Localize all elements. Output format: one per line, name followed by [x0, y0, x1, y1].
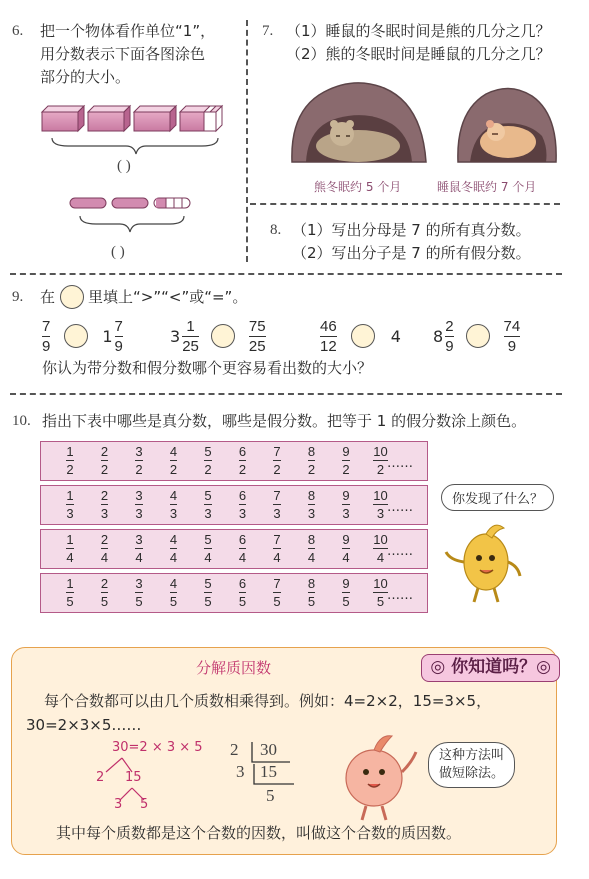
fraction-table-cell[interactable]	[59, 577, 81, 608]
fraction-denominator: 3	[238, 506, 247, 521]
fraction	[239, 533, 246, 564]
fraction-denominator: 5	[376, 594, 385, 609]
short-division-bubble	[428, 742, 515, 788]
fraction	[101, 445, 108, 476]
fraction-denominator: 3	[342, 506, 350, 521]
fraction-table-cell[interactable]	[128, 577, 150, 608]
fraction-denominator: 2	[204, 462, 212, 477]
fraction-numerator: 4	[169, 444, 178, 459]
fraction-denominator: 5	[100, 594, 109, 609]
fraction	[135, 489, 142, 520]
q9-pair-3	[320, 318, 401, 354]
fraction-table-cell[interactable]	[335, 577, 357, 608]
fraction-table-row	[40, 529, 428, 569]
fraction-denominator: 4	[342, 550, 350, 565]
fraction-numerator: 2	[100, 576, 109, 591]
q9-pair4-left-whole: 8	[433, 326, 444, 346]
fraction-numerator: 10	[373, 488, 388, 503]
fraction	[66, 577, 73, 608]
fraction-numerator: 5	[204, 444, 212, 459]
divider-q7-q8	[250, 203, 560, 205]
fraction-denominator: 5	[238, 594, 247, 609]
fraction-denominator: 2	[169, 462, 178, 477]
q9-prompt-b: 里填上“>”“<”或“=”。	[88, 288, 248, 306]
q10-number: 10.	[12, 413, 31, 429]
q9-pair3-left-fraction	[320, 319, 337, 354]
q6-rods-figure	[66, 194, 206, 244]
fraction-table-cell[interactable]	[301, 445, 323, 476]
fraction	[135, 445, 142, 476]
q6-brace-2	[80, 216, 184, 232]
fraction-numerator: 5	[204, 532, 212, 547]
fraction-numerator: 7	[114, 317, 123, 335]
factor-tree-bot-right: 5	[140, 797, 149, 812]
fraction-table-cell[interactable]	[163, 445, 185, 476]
factor-tree-bot-left: 3	[114, 797, 123, 812]
fraction-table-cell[interactable]	[197, 577, 219, 608]
fraction-denominator: 9	[445, 337, 454, 355]
fraction-denominator: 5	[66, 594, 74, 609]
q9-pair3-compare-circle[interactable]	[351, 324, 375, 348]
fraction-table-ellipsis: ……	[387, 456, 413, 471]
fraction-table-cell[interactable]	[163, 577, 185, 608]
q9-pair3-right-whole: 4	[390, 326, 401, 346]
q6-blank-1[interactable]: ( )	[117, 158, 131, 174]
fraction-numerator: 7	[273, 576, 281, 591]
fraction	[273, 489, 280, 520]
fraction-denominator: 12	[320, 337, 337, 355]
fraction	[66, 445, 73, 476]
dormouse-hibernating-image	[452, 76, 562, 168]
fraction-denominator: 3	[376, 506, 385, 521]
q6-brace-1	[52, 138, 218, 154]
fraction-denominator: 3	[273, 506, 281, 521]
fraction-denominator: 4	[273, 550, 281, 565]
fraction-numerator: 7	[273, 488, 281, 503]
fraction-numerator: 75	[248, 317, 266, 335]
fraction-table-cell[interactable]	[94, 445, 116, 476]
short-division	[230, 738, 320, 810]
fraction-denominator: 5	[307, 594, 316, 609]
q7-part2: （2）熊的冬眠时间是睡鼠的几分之几？	[286, 45, 551, 63]
fraction-table-cell[interactable]	[232, 533, 254, 564]
q6-rod-2	[112, 198, 148, 208]
fraction-table-cell[interactable]	[197, 489, 219, 520]
fraction-denominator: 4	[100, 550, 109, 565]
q6-block-2	[88, 106, 130, 131]
fraction-numerator: 4	[169, 532, 178, 547]
fraction-table-cell[interactable]	[301, 577, 323, 608]
fraction-table-cell[interactable]	[128, 445, 150, 476]
fraction-numerator: 5	[204, 488, 212, 503]
fraction-table-cell[interactable]	[232, 489, 254, 520]
fraction	[66, 533, 73, 564]
fraction-table-ellipsis: ……	[387, 500, 413, 515]
short-division-bubble-line1: 这种方法叫	[439, 748, 505, 763]
q9-pair4-compare-circle[interactable]	[466, 324, 490, 348]
fraction-table-cell[interactable]	[94, 533, 116, 564]
q6-blank-2[interactable]: ( )	[111, 244, 125, 260]
fraction	[273, 577, 280, 608]
fraction-denominator: 2	[273, 462, 281, 477]
fraction	[170, 445, 177, 476]
fraction-numerator: 3	[135, 444, 143, 459]
fraction-table-cell[interactable]	[59, 489, 81, 520]
fraction-table-cell[interactable]	[266, 489, 288, 520]
fraction-table-ellipsis: ……	[387, 588, 413, 603]
did-you-know-badge: ◎ 你知道吗？◎	[421, 654, 560, 682]
short-division-lines	[230, 738, 320, 810]
fraction-table-cell[interactable]	[301, 533, 323, 564]
q7-caption-bear: 熊冬眠约 5 个月	[314, 180, 402, 194]
fraction-table-ellipsis: ……	[387, 544, 413, 559]
fraction-table-cell[interactable]	[301, 489, 323, 520]
fraction-numerator: 9	[342, 576, 350, 591]
fraction-numerator: 4	[169, 576, 178, 591]
fraction-denominator: 9	[507, 337, 517, 355]
fraction-table-cell[interactable]	[94, 489, 116, 520]
fraction-denominator: 5	[342, 594, 350, 609]
potato-mascot-image	[438, 516, 528, 606]
fraction	[308, 533, 315, 564]
fraction-table-cell[interactable]	[163, 489, 185, 520]
q9-pair2-left-fraction	[182, 319, 199, 354]
fraction-numerator: 2	[445, 317, 454, 335]
fraction-numerator: 3	[135, 576, 143, 591]
fraction	[170, 489, 177, 520]
fraction-denominator: 3	[307, 506, 316, 521]
fraction-numerator: 1	[186, 317, 195, 335]
fraction-table-cell[interactable]	[59, 533, 81, 564]
info-line2: 30=2×3×5……	[26, 716, 142, 734]
q6-line1: 把一个物体看作单位“1”，	[40, 22, 216, 40]
q9-pair2-compare-circle[interactable]	[211, 324, 235, 348]
fraction-denominator: 4	[135, 550, 143, 565]
q9-pair4-left-fraction	[445, 319, 453, 354]
fraction-table-cell[interactable]	[232, 577, 254, 608]
q10-speech-bubble: 你发现了什么？	[441, 484, 554, 511]
fraction-numerator: 2	[100, 532, 109, 547]
q7-caption-dormouse: 睡鼠冬眠约 7 个月	[437, 180, 537, 194]
fraction-numerator: 4	[169, 488, 178, 503]
fraction-numerator: 7	[273, 532, 281, 547]
fraction	[204, 577, 211, 608]
fraction	[308, 489, 315, 520]
q9-question: 你认为带分数和假分数哪个更容易看出数的大小？	[42, 359, 373, 377]
q6-blocks-figure	[38, 104, 238, 176]
fraction	[273, 533, 280, 564]
fraction-denominator: 2	[66, 462, 74, 477]
q9-pair2-right-fraction	[249, 319, 266, 354]
fraction-numerator: 10	[373, 576, 388, 591]
fraction-numerator: 1	[66, 532, 74, 547]
fraction-table-row	[40, 441, 428, 481]
q9-pair-2	[170, 318, 266, 354]
fraction	[101, 489, 108, 520]
q9-pair1-right-whole: 1	[102, 326, 113, 346]
fraction	[373, 533, 387, 564]
fraction-denominator: 9	[114, 337, 123, 355]
fraction-numerator: 6	[238, 444, 247, 459]
q9-pair1-left-fraction	[42, 319, 50, 354]
fraction-denominator: 4	[238, 550, 247, 565]
q6-block-3	[134, 106, 176, 131]
fraction-table-cell[interactable]	[266, 577, 288, 608]
fraction-denominator: 4	[66, 550, 74, 565]
fraction-table-cell[interactable]	[266, 533, 288, 564]
fraction-numerator: 10	[373, 532, 388, 547]
q10-prompt: 指出下表中哪些是真分数，哪些是假分数。把等于 1 的假分数涂上颜色。	[42, 412, 527, 430]
fraction	[101, 533, 108, 564]
fraction-numerator: 7	[42, 317, 51, 335]
fraction-numerator: 3	[135, 488, 143, 503]
fraction-numerator: 2	[100, 444, 109, 459]
fraction-numerator: 1	[66, 488, 74, 503]
fraction-numerator: 3	[135, 532, 143, 547]
factor-tree	[92, 738, 203, 812]
info-conclusion: 其中每个质数都是这个合数的因数，叫做这个合数的质因数。	[56, 824, 462, 842]
q6-rod-1	[70, 198, 106, 208]
q6-line2: 用分数表示下面各图涂色	[40, 45, 206, 63]
short-division-dividend-1: 30	[260, 740, 277, 759]
fraction	[373, 445, 387, 476]
fraction-table-row	[40, 573, 428, 613]
factor-tree-top: 30=2 × 3 × 5	[112, 740, 203, 755]
fraction	[239, 489, 246, 520]
fraction-numerator: 2	[100, 488, 109, 503]
fraction-table-cell[interactable]	[197, 445, 219, 476]
q8-part1: （1）写出分母是 7 的所有真分数。	[292, 221, 531, 239]
fraction	[273, 445, 280, 476]
fraction	[373, 577, 387, 608]
fraction-numerator: 46	[320, 317, 337, 335]
q6-rod-3-partial	[154, 198, 190, 208]
fraction	[135, 577, 142, 608]
fraction-numerator: 5	[204, 576, 212, 591]
fraction	[308, 445, 315, 476]
short-division-result: 5	[266, 786, 275, 805]
q6-number: 6.	[12, 23, 24, 39]
divider-top-q9	[10, 273, 562, 275]
fraction-denominator: 5	[273, 594, 281, 609]
q9-pair-1	[42, 318, 123, 354]
q9-pair2-left-whole: 3	[170, 326, 181, 346]
fraction-denominator: 2	[100, 462, 109, 477]
fraction	[239, 445, 246, 476]
divider-q6-q7	[246, 20, 248, 262]
fraction-table-cell[interactable]	[232, 445, 254, 476]
fraction	[204, 489, 211, 520]
fraction-table-cell[interactable]	[335, 489, 357, 520]
fraction	[342, 533, 349, 564]
fraction-numerator: 8	[307, 576, 316, 591]
q9-pair-4	[433, 318, 520, 354]
fraction	[170, 533, 177, 564]
peach-mascot-image	[330, 728, 422, 824]
fraction-numerator: 7	[273, 444, 281, 459]
fraction-numerator: 8	[307, 532, 316, 547]
q9-pair1-right-fraction	[115, 319, 123, 354]
fraction-table-cell[interactable]	[335, 445, 357, 476]
fraction-table-cell[interactable]	[128, 533, 150, 564]
q7-number: 7.	[262, 23, 274, 39]
q8-part2: （2）写出分子是 7 的所有假分数。	[292, 244, 531, 262]
q9-number: 9.	[12, 289, 24, 305]
short-division-divisor-1: 2	[230, 740, 239, 759]
q7-part1: （1）睡鼠的冬眠时间是熊的几分之几？	[286, 22, 551, 40]
info-line1: 每个合数都可以由几个质数相乘得到。例如：4=2×2，15=3×5，	[44, 692, 492, 710]
fraction-denominator: 5	[204, 594, 212, 609]
fraction-numerator: 9	[342, 532, 350, 547]
fraction	[373, 489, 387, 520]
fraction	[308, 577, 315, 608]
fraction	[170, 577, 177, 608]
fraction-numerator: 1	[66, 444, 74, 459]
factor-tree-mid-right: 15	[125, 770, 142, 785]
fraction-table-row	[40, 485, 428, 525]
short-division-divisor-2: 3	[236, 762, 245, 781]
divider-q9-q10	[10, 393, 562, 395]
fraction	[135, 533, 142, 564]
fraction-table-cell[interactable]	[335, 533, 357, 564]
q6-line3: 部分的大小。	[40, 68, 131, 86]
fraction-denominator: 3	[135, 506, 143, 521]
fraction-denominator: 2	[342, 462, 350, 477]
fraction-denominator: 4	[169, 550, 178, 565]
short-division-bubble-line2: 做短除法。	[439, 766, 505, 781]
fraction-numerator: 9	[342, 444, 350, 459]
fraction-table-cell[interactable]	[266, 445, 288, 476]
fraction-denominator: 2	[307, 462, 316, 477]
fraction-denominator: 3	[100, 506, 109, 521]
fraction-denominator: 4	[376, 550, 385, 565]
q9-pair4-right-fraction	[504, 319, 521, 354]
q6-block-1	[42, 106, 84, 131]
fraction	[239, 577, 246, 608]
fraction	[204, 445, 211, 476]
fraction-denominator: 2	[376, 462, 385, 477]
short-division-dividend-2: 15	[260, 762, 277, 781]
info-title: 分解质因数	[196, 659, 272, 677]
fraction-denominator: 3	[204, 506, 212, 521]
fraction-table-cell[interactable]	[163, 533, 185, 564]
fraction-numerator: 8	[307, 488, 316, 503]
fraction-denominator: 3	[169, 506, 178, 521]
fraction-table-cell[interactable]	[59, 445, 81, 476]
fraction-numerator: 10	[373, 444, 388, 459]
fraction-numerator: 9	[342, 488, 350, 503]
fraction-denominator: 25	[248, 337, 266, 355]
q8-number: 8.	[270, 222, 282, 238]
fraction-denominator: 2	[135, 462, 143, 477]
fraction	[342, 577, 349, 608]
bear-hibernating-image	[284, 70, 434, 170]
fraction-numerator: 1	[66, 576, 74, 591]
fraction-numerator: 6	[238, 488, 247, 503]
fraction	[204, 533, 211, 564]
q9-example-circle	[60, 285, 84, 309]
fraction-denominator: 25	[182, 337, 199, 355]
fraction-denominator: 2	[238, 462, 247, 477]
fraction-denominator: 4	[204, 550, 212, 565]
fraction-numerator: 8	[307, 444, 316, 459]
fraction-table-cell[interactable]	[197, 533, 219, 564]
fraction-numerator: 74	[503, 317, 521, 335]
q9-pair1-compare-circle[interactable]	[64, 324, 88, 348]
factor-tree-mid-left: 2	[96, 770, 105, 785]
fraction-table-cell[interactable]	[128, 489, 150, 520]
fraction	[66, 489, 73, 520]
fraction-denominator: 5	[135, 594, 143, 609]
did-you-know-box	[11, 647, 557, 855]
fraction-table-cell[interactable]	[94, 577, 116, 608]
q6-block-4-partial	[180, 106, 222, 131]
fraction	[342, 489, 349, 520]
fraction-numerator: 6	[238, 576, 247, 591]
fraction-denominator: 3	[66, 506, 74, 521]
fraction-numerator: 6	[238, 532, 247, 547]
fraction	[101, 577, 108, 608]
fraction-denominator: 4	[307, 550, 316, 565]
q9-prompt-a: 在	[40, 288, 56, 306]
fraction-denominator: 9	[42, 337, 51, 355]
fraction	[342, 445, 349, 476]
fraction-denominator: 5	[169, 594, 178, 609]
